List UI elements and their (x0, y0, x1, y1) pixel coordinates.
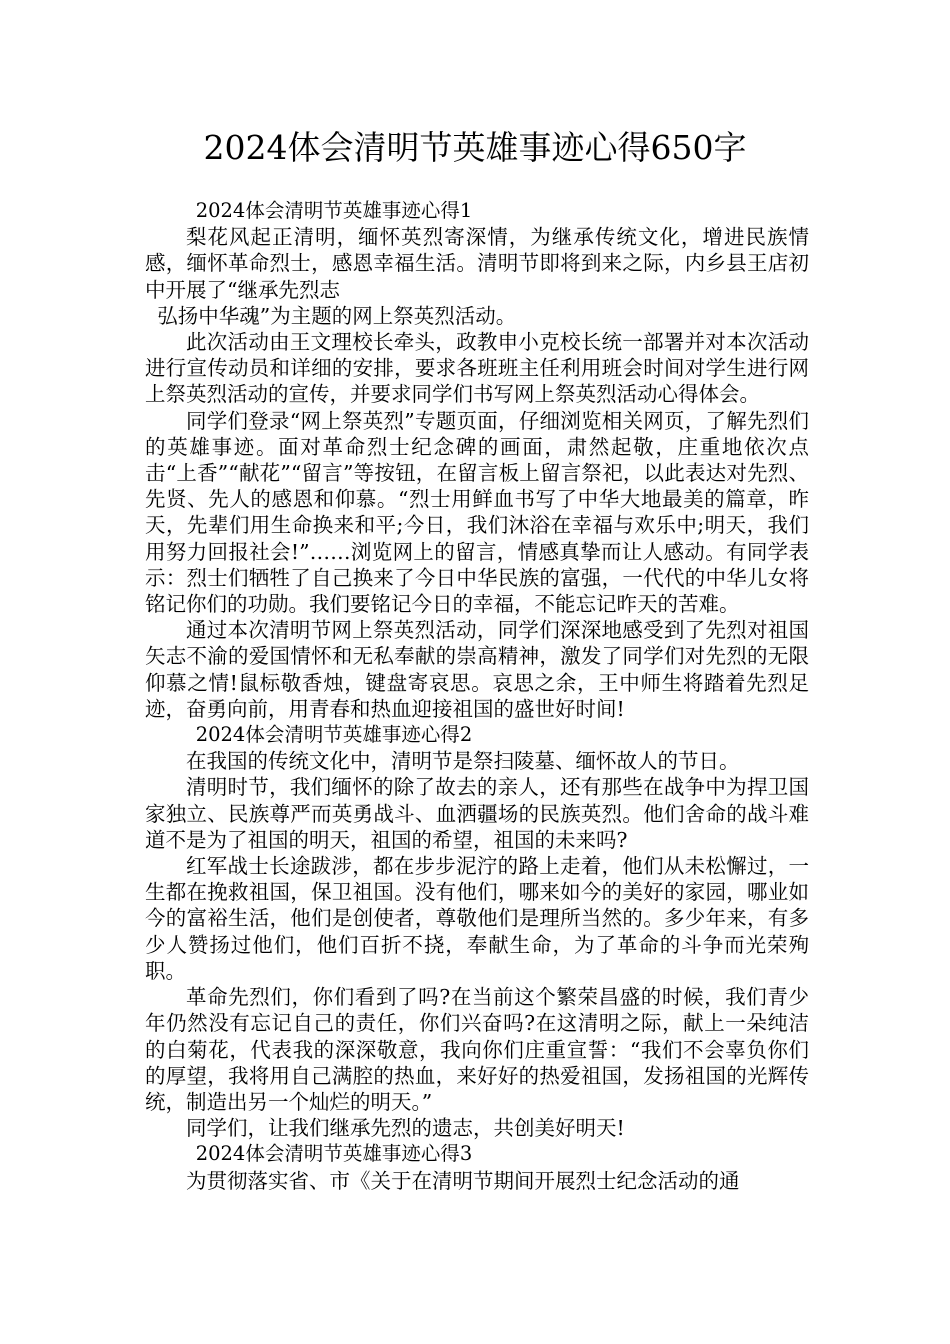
document-title: 2024体会清明节英雄事迹心得650字 (203, 128, 747, 167)
paragraph: 梨花风起正清明，缅怀英烈寄深情，为继承传统文化，增进民族情感，缅怀革命烈士，感恩幸福生活。清明节即将到来之际，内乡县王店初中开展了“继承先烈志 (145, 225, 809, 302)
paragraph: 弘扬中华魂”为主题的网上祭英烈活动。 (157, 303, 517, 328)
paragraph: 同学们，让我们继承先烈的遗志，共创美好明天! (186, 1116, 625, 1141)
paragraph: 革命先烈们，你们看到了吗?在当前这个繁荣昌盛的时候，我们青少年仍然没有忘记自己的责任，你们兴奋吗?在这清明之际，献上一朵纯洁的白菊花，代表我的深深敬意，我向你们庄重宣誓：“我们不会辜负你们的厚望，我将用自己满腔的热血，来好好的热爱祖国，发扬祖国的光辉传统，制造出另一个灿烂的明天。” (145, 985, 809, 1114)
section-heading: 2024体会清明节英雄事迹心得3 (195, 1142, 473, 1166)
section-heading: 2024体会清明节英雄事迹心得1 (195, 199, 473, 222)
paragraph: 通过本次清明节网上祭英烈活动，同学们深深地感受到了先烈对祖国矢志不渝的爱国情怀和无私奉献的崇高精神，激发了同学们对先烈的无限仰慕之情!鼠标敬香烛，键盘寄哀思。哀思之余，王中师生将踏着先烈足迹，奋勇向前，用青春和热血迎接祖国的盛世好时间! (145, 618, 809, 721)
paragraph: 为贯彻落实省、市《关于在清明节期间开展烈士纪念活动的通 (186, 1168, 740, 1193)
paragraph: 在我国的传统文化中，清明节是祭扫陵墓、缅怀故人的节日。 (186, 749, 740, 774)
paragraph: 此次活动由王文理校长牵头，政教申小克校长统一部署并对本次活动进行宣传动员和详细的安排，要求各班班主任利用班会时间对学生进行网上祭英烈活动的宣传，并要求同学们书写网上祭英烈活动心得体会。 (145, 330, 809, 407)
paragraph: 同学们登录“网上祭英烈”专题页面，仔细浏览相关网页，了解先烈们的英雄事迹。面对革命烈士纪念碑的画面，肃然起敬，庄重地依次点击“上香”“献花”“留言”等按钮，在留言板上留言祭祀，以此表达对先烈、先贤、先人的感恩和仰慕。“烈士用鲜血书写了中华大地最美的篇章，昨天，先辈们用生命换来和平;今日，我们沐浴在幸福与欢乐中;明天，我们用努力回报社会!”……浏览网上的留言，情感真挚而让人感动。有同学表示：烈士们牺牲了自己换来了今日中华民族的富强，一代代的中华儿女将铭记你们的功勋。我们要铭记今日的幸福，不能忘记昨天的苦难。 (145, 408, 809, 617)
paragraph: 清明时节，我们缅怀的除了故去的亲人，还有那些在战争中为捍卫国家独立、民族尊严而英勇战斗、血洒疆场的民族英烈。他们舍命的战斗难道不是为了祖国的明天，祖国的希望，祖国的未来吗? (145, 775, 809, 852)
document-body (145, 198, 809, 1194)
paragraph: 红军战士长途跋涉，都在步步泥泞的路上走着，他们从未松懈过，一生都在挽救祖国，保卫祖国。没有他们，哪来如今的美好的家园，哪业如今的富裕生活，他们是创使者，尊敬他们是理所当然的。多少年来，有多少人赞扬过他们，他们百折不挠，奉献生命，为了革命的斗争而光荣殉职。 (145, 854, 809, 983)
section-heading: 2024体会清明节英雄事迹心得2 (195, 723, 473, 747)
